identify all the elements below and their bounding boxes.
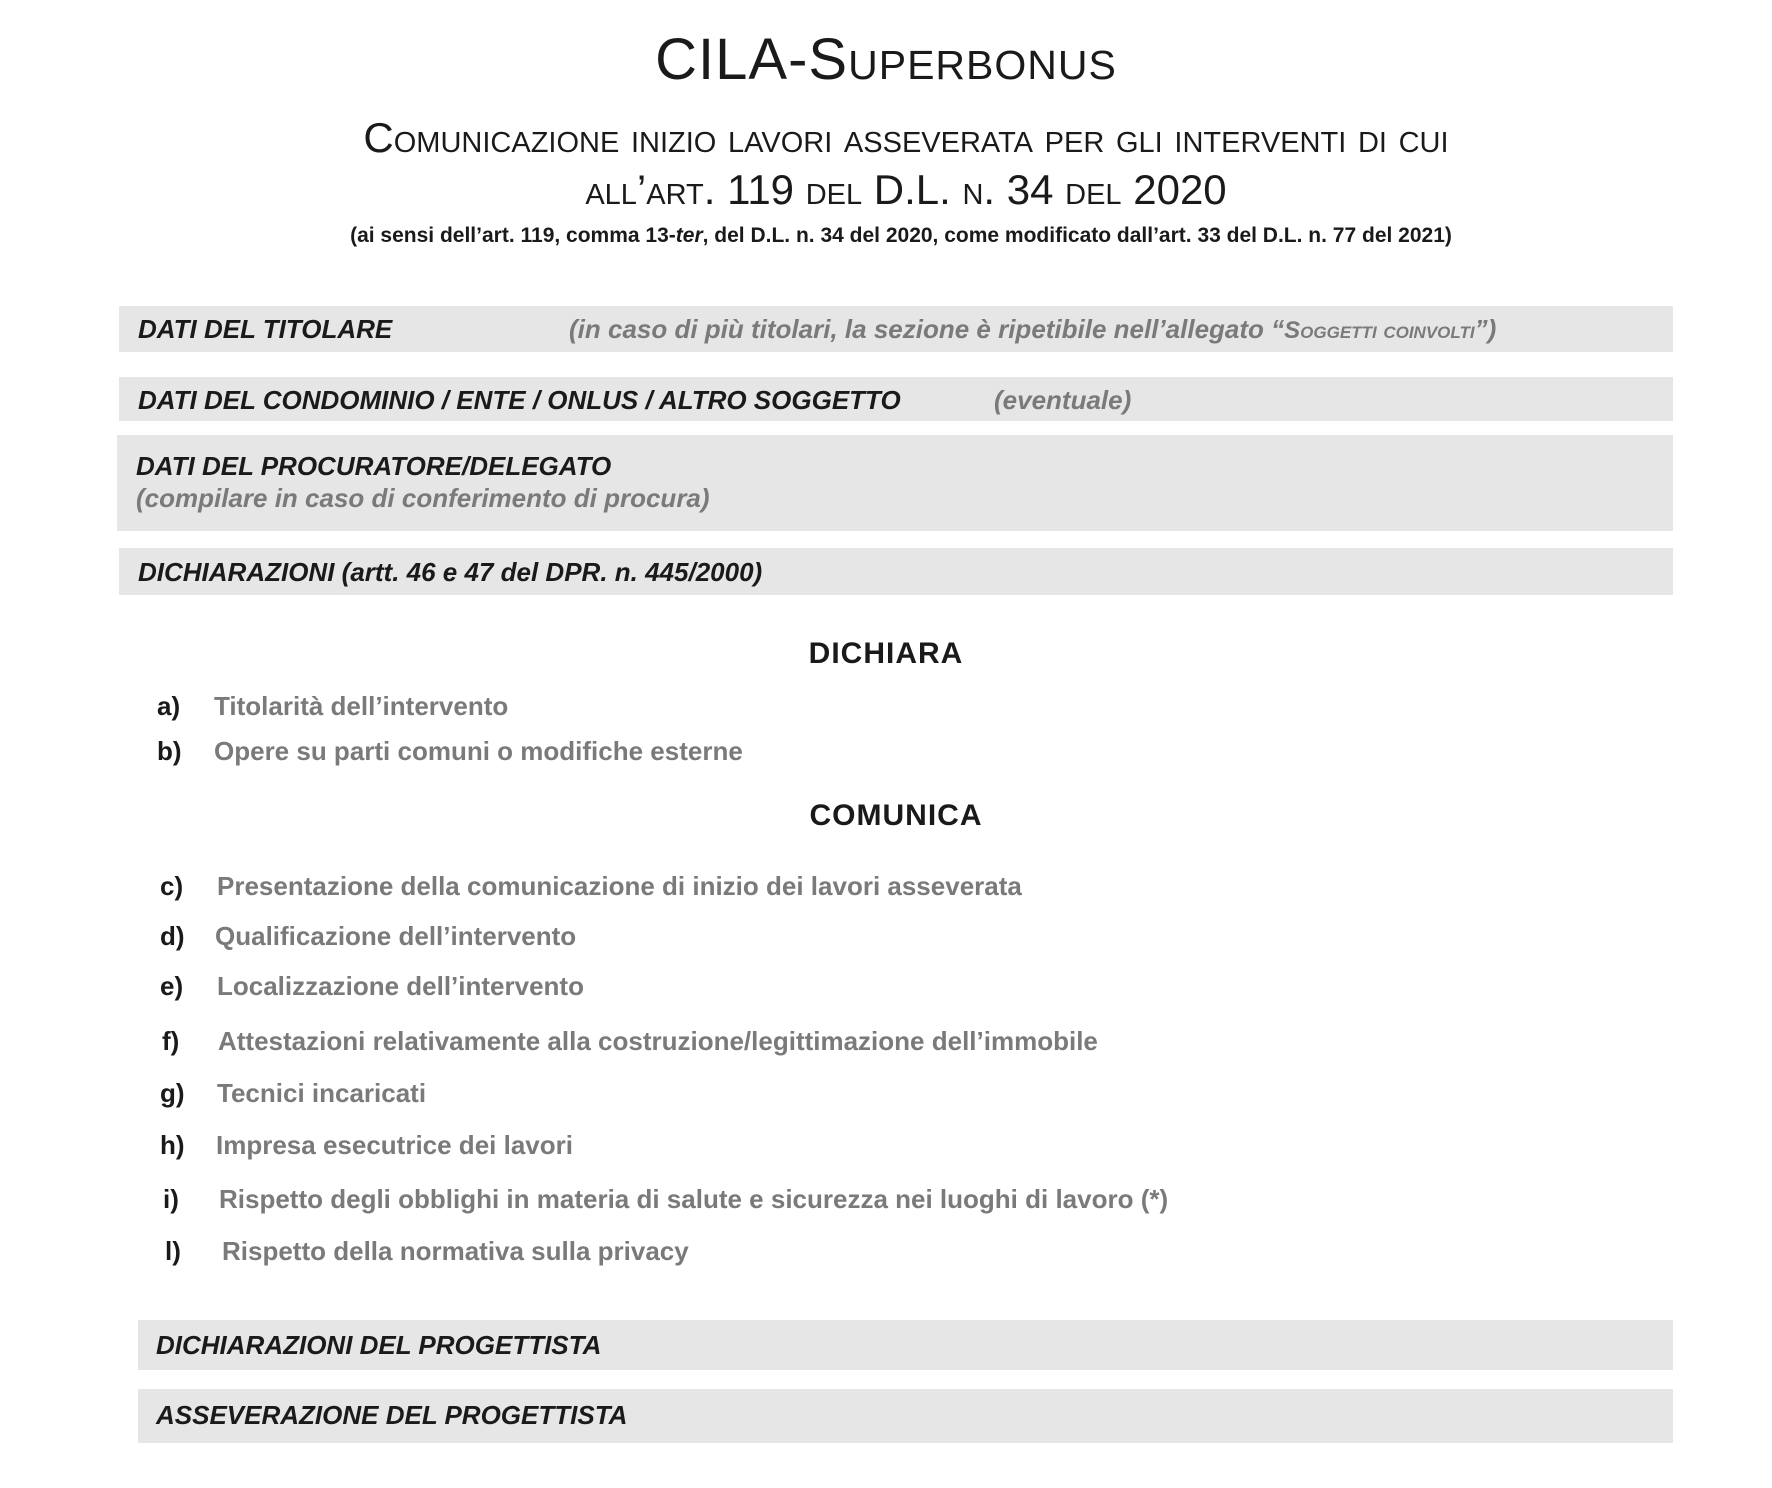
- section-label: ASSEVERAZIONE DEL PROGETTISTA: [156, 1400, 628, 1430]
- item-marker: h): [160, 1130, 185, 1160]
- item-marker: c): [160, 871, 184, 901]
- section-hint: (eventuale): [994, 385, 1132, 415]
- section-label: DICHIARAZIONI DEL PROGETTISTA: [156, 1330, 602, 1360]
- subtitle-line-1: Comunicazione inizio lavori asseverata per gli interventi di cui: [363, 114, 1449, 161]
- section-asseverazione-progettista[interactable]: [138, 1389, 1673, 1443]
- item-marker: l): [165, 1236, 181, 1266]
- item-marker: b): [157, 736, 182, 766]
- item-marker: e): [160, 971, 184, 1001]
- item-text: Rispetto degli obblighi in materia di salute e sicurezza nei luoghi di lavoro (*): [219, 1184, 1169, 1214]
- section-dichiarazioni-progettista[interactable]: [138, 1320, 1673, 1370]
- item-text: Opere su parti comuni o modifiche esterne: [214, 736, 743, 766]
- heading-comunica: COMUNICA: [809, 799, 983, 832]
- item-text: Qualificazione dell’intervento: [215, 921, 577, 951]
- item-marker: a): [157, 691, 181, 721]
- item-marker: f): [162, 1026, 180, 1056]
- hint-part-2: ”): [1474, 314, 1497, 344]
- item-text: Attestazioni relativamente alla costruzione/legittimazione dell’immobile: [218, 1026, 1098, 1056]
- legal-note-italic: ter: [675, 224, 703, 247]
- item-marker: d): [160, 921, 185, 951]
- section-label: DATI DEL CONDOMINIO / ENTE / ONLUS / ALTRO SOGGETTO: [138, 385, 901, 415]
- item-marker: g): [160, 1078, 185, 1108]
- heading-dichiara: DICHIARA: [808, 637, 964, 670]
- section-hint: [569, 314, 1496, 345]
- section-label: DATI DEL PROCURATORE/DELEGATO: [136, 451, 612, 481]
- section-hint: (compilare in caso di conferimento di procura): [136, 483, 710, 513]
- section-dati-procuratore[interactable]: [117, 435, 1673, 531]
- section-dati-condominio[interactable]: [119, 377, 1673, 421]
- item-text: Tecnici incaricati: [217, 1078, 427, 1108]
- item-text: Titolarità dell’intervento: [214, 691, 509, 721]
- item-text: Rispetto della normativa sulla privacy: [222, 1236, 689, 1266]
- hint-part-1: (in caso di più titolari, la sezione è ripetibile nell’allegato “: [569, 314, 1285, 344]
- hint-smallcaps: Soggetti coinvolti: [1284, 317, 1475, 344]
- item-text: Presentazione della comunicazione di inizio dei lavori asseverata: [217, 871, 1022, 901]
- item-text: Impresa esecutrice dei lavori: [216, 1130, 573, 1160]
- section-label: DICHIARAZIONI (artt. 46 e 47 del DPR. n. 445/2000): [138, 557, 763, 587]
- legal-note-part-1: (ai sensi dell’art. 119, comma 13-: [350, 224, 676, 247]
- legal-reference-note: [0, 222, 1772, 250]
- document-title: CILA-Superbonus: [655, 27, 1117, 92]
- section-dichiarazioni[interactable]: [119, 548, 1673, 595]
- legal-note-part-2: , del D.L. n. 34 del 2020, come modificato dall’art. 33 del D.L. n. 77 del 2021): [702, 224, 1452, 247]
- item-text: Localizzazione dell’intervento: [217, 971, 584, 1001]
- document-subtitle: [120, 112, 1692, 216]
- subtitle-line-2: all’art. 119 del D.L. n. 34 del 2020: [585, 166, 1227, 213]
- item-marker: i): [163, 1184, 179, 1214]
- section-dati-titolare[interactable]: [119, 306, 1673, 352]
- section-label: DATI DEL TITOLARE: [138, 314, 393, 344]
